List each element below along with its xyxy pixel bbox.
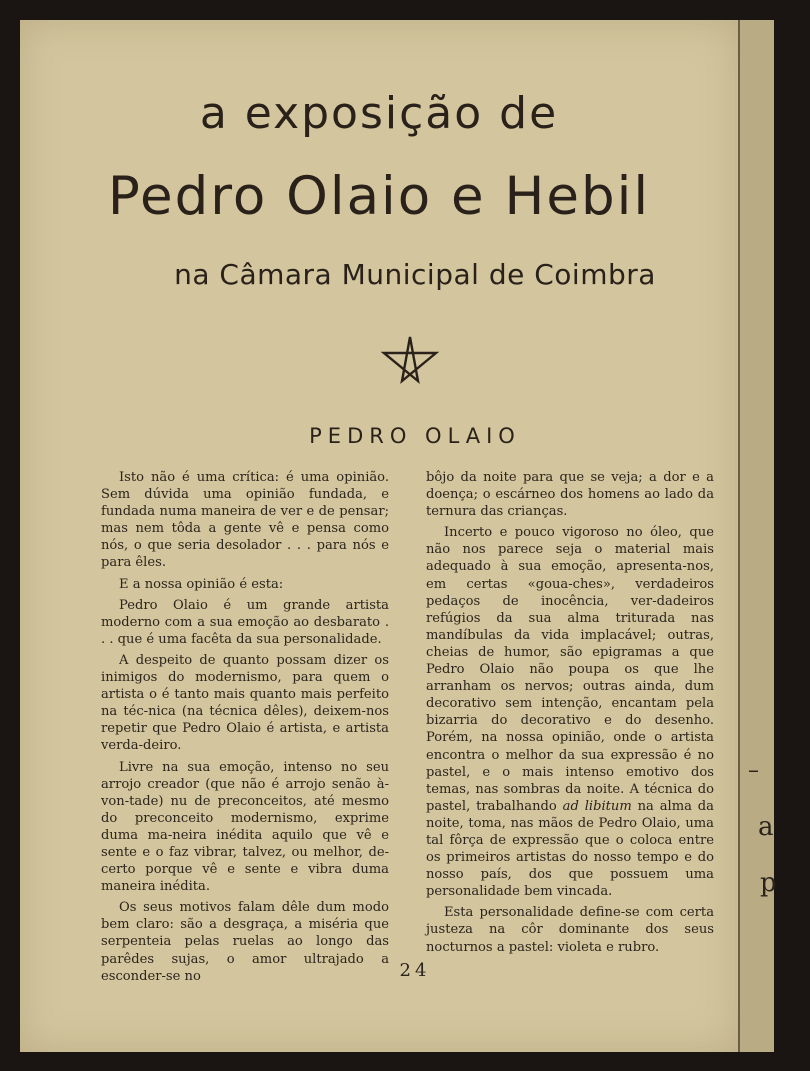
text-line: no pastel, e o mais intenso emotivo dos: [426, 747, 714, 780]
text-line: não nos parece seja o material mais adequado: [426, 542, 714, 575]
paragraph: [101, 759, 389, 896]
text-line: nica (na técnica dêles), deixem-nos repetir: [101, 704, 390, 737]
text-line: inimigos do modernismo, para quem o artista: [101, 670, 389, 703]
text-line: desenho. Porém, na nossa opinião, onde o: [426, 713, 715, 746]
text-line: na alma da: [631, 798, 714, 814]
text-line: e sente e vibra duma maneira inédita.: [101, 862, 389, 895]
text-line: não poupa os que lhe arranham os nervos;: [426, 662, 714, 695]
text-line: tade) nu de preconceitos, até mesmo do: [101, 793, 389, 826]
right-column: [426, 469, 714, 960]
text-line: à sua emoção, apresenta-nos, em certas «goua-: [426, 559, 714, 592]
five-pointed-star-icon: [380, 334, 440, 390]
paragraph: [101, 597, 389, 648]
text-line: ternura das crianças.: [426, 504, 568, 520]
title-line-1: a exposição de: [199, 88, 559, 139]
paragraph: [101, 652, 389, 755]
text-line: preconceito modernismo, exprime duma ma-: [101, 810, 389, 843]
text-line: que Pedro Olaio é artista, e artista verda-: [101, 721, 389, 754]
text-line: a pastel: violeta e rubro.: [496, 939, 660, 955]
text-line: Os seus motivos falam dêle dum modo: [119, 900, 389, 916]
text-line: vibrar, talvez, ou melhor, de-certo porque vê: [101, 844, 389, 878]
text-line: pastel, trabalhando: [426, 798, 563, 814]
paragraph: [426, 524, 714, 900]
text-line: tal fôrça de expressão que o coloca entre os: [426, 832, 714, 866]
title-line-3: na Câmara Municipal de Coimbra: [174, 258, 656, 291]
text-line: temas, nas sombras da noite. A técnica do: [426, 781, 714, 797]
adjacent-page-glyph: p: [760, 868, 777, 898]
text-line: bem claro: são a desgraça, a miséria que: [101, 917, 389, 933]
text-line: outras ainda, dum decorativo sem intenção,: [426, 679, 714, 712]
text-line: deiro.: [143, 738, 182, 754]
text-line: justeza na côr dominante dos seus nocturnos: [426, 922, 714, 955]
text-line: mandíbulas da vida implacável; outras, cheias: [426, 627, 714, 660]
paragraph: [426, 469, 714, 520]
text-line: E a nossa opinião é esta:: [119, 576, 284, 592]
text-line: bem vincada.: [524, 884, 613, 900]
text-line: A despeito de quanto possam dizer os: [119, 652, 389, 668]
text-line: neira inédita aquilo que vê e sente e o faz: [101, 827, 389, 860]
text-line: serpenteia pelas ruelas ao longo das parêdes: [101, 934, 389, 967]
text-line: com a sua emoção ao desbarato . . . que é: [101, 614, 389, 647]
text-line: bôjo da noite para que se veja; a dor e a: [426, 470, 714, 485]
text-line: Esta personalidade define-se com certa: [444, 905, 714, 921]
adjacent-page-glyph: –: [748, 758, 759, 783]
text-line: tôda a gente vê e pensa como nós, o que: [101, 521, 389, 554]
text-line: encantam pela bizarria do decorativo e do: [426, 696, 714, 729]
text-line: Pedro Olaio é um grande artista moderno: [101, 597, 389, 630]
text-line: Isto não é uma crítica: é uma opinião.: [119, 470, 389, 485]
page-number: 24: [399, 960, 431, 981]
paragraph: [101, 469, 389, 572]
text-line: o é tanto mais quanto mais perfeito na téc-: [101, 687, 389, 720]
text-line: uma facêta da sua personalidade.: [158, 631, 382, 647]
text-line: sujas, o amor ultrajado a esconder-se no: [101, 951, 389, 984]
text-line: artista encontra o melhor da sua expressão é: [426, 730, 714, 763]
paragraph: [101, 576, 389, 593]
adjacent-page-glyph: a: [758, 812, 774, 842]
section-heading: PEDRO OLAIO: [309, 424, 521, 448]
text-line: país, dos que possuem uma personalidade: [426, 867, 714, 900]
text-line: dadeiros refúgios da sua alma triturada nas: [426, 593, 714, 626]
text-line: ches», verdadeiros pedaços de inocência, ver-: [426, 576, 714, 609]
adjacent-page-edge: [738, 20, 777, 1052]
text-line: Sem dúvida uma opinião fundada, e fundada: [101, 487, 389, 520]
paragraph: [426, 904, 714, 955]
text-line: Livre na sua emoção, intenso no seu: [119, 759, 389, 775]
text-line: doença; o escárneo dos homens ao lado da: [426, 487, 714, 503]
text-line: arrojo creador (que não é arrojo senão à-von-: [101, 776, 389, 809]
text-line: seria desolador . . . para nós e para êles.: [101, 538, 389, 571]
title-line-2: Pedro Olaio e Hebil: [107, 166, 651, 227]
italic-phrase: ad libitum: [562, 798, 632, 814]
text-line: primeiros artistas do nosso tempo e do nosso: [426, 850, 714, 883]
text-line: de humor, são epigramas a que Pedro Olaio: [426, 644, 714, 678]
text-line: numa maneira de ver e de pensar; mas nem: [101, 504, 389, 537]
left-column: [101, 469, 389, 989]
text-line: noite, toma, nas mãos de Pedro Olaio, uma: [426, 815, 714, 831]
text-line: Incerto e pouco vigoroso no óleo, que: [444, 525, 714, 541]
